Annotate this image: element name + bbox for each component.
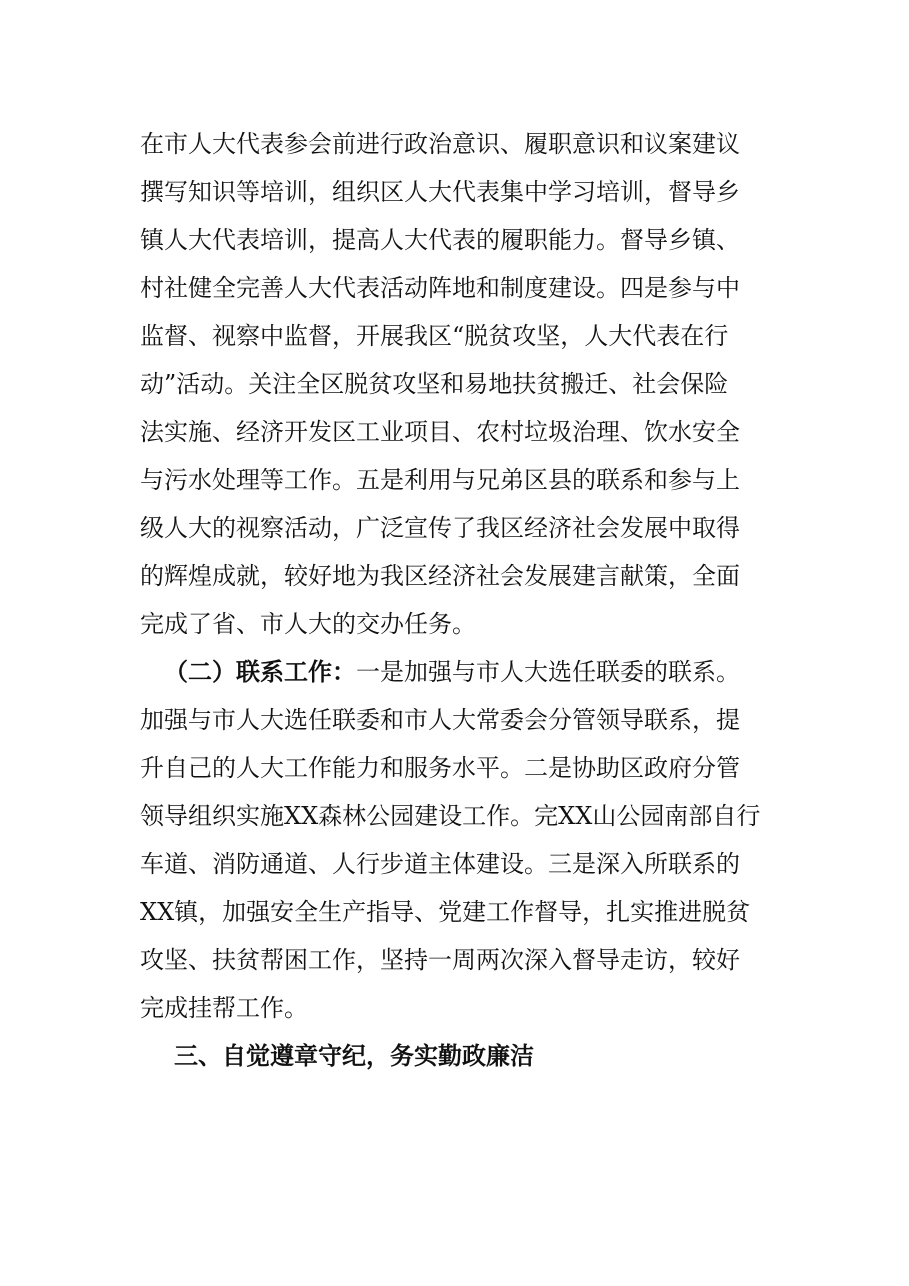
text-line: 监督、视察中监督，开展我区“脱贫攻坚，人大代表在行 — [140, 322, 729, 350]
text-line: 车道、消防通道、人行步道主体建设。三是深入所联系的 — [140, 850, 740, 878]
text-line: 在市人大代表参会前进行政治意识、履职意识和议案建议 — [140, 130, 740, 158]
text-line: 级人大的视察活动，广泛宣传了我区经济社会发展中取得 — [140, 514, 740, 542]
text-line: 镇人大代表培训，提高人大代表的履职能力。督导乡镇、 — [140, 226, 740, 254]
text-line: XX镇，加强安全生产指导、党建工作督导，扎实推进脱贫 — [140, 898, 751, 926]
text-line: 动”活动。关注全区脱贫攻坚和易地扶贫搬迁、社会保险 — [140, 370, 729, 398]
text-line: 与污水处理等工作。五是利用与兄弟区县的联系和参与上 — [140, 466, 740, 494]
text-line: 升自己的人大工作能力和服务水平。二是协助区政府分管 — [140, 754, 740, 782]
text-line: 完成了省、市人大的交办任务。 — [140, 610, 476, 638]
text-line: 完成挂帮工作。 — [140, 994, 308, 1022]
text-span: 一是加强与市人大选任联委的联系。 — [356, 658, 740, 686]
text-line: 撰写知识等培训，组织区人大代表集中学习培训，督导乡 — [140, 178, 740, 206]
subsection-heading: （二）联系工作： — [164, 657, 356, 686]
text-line: 的辉煌成就，较好地为我区经济社会发展建言献策，全面 — [140, 562, 740, 590]
text-line: 领导组织实施XX森林公园建设工作。完XX山公园南部自行 — [140, 802, 761, 830]
text-line: 法实施、经济开发区工业项目、农村垃圾治理、饮水安全 — [140, 418, 740, 446]
paragraph-2-first-line — [164, 652, 740, 692]
text-line: 攻坚、扶贫帮困工作，坚持一周两次深入督导走访，较好 — [140, 946, 740, 974]
text-line: 村社健全完善人大代表活动阵地和制度建设。四是参与中 — [140, 274, 740, 302]
text-line: 加强与市人大选任联委和市人大常委会分管领导联系，提 — [140, 706, 740, 734]
section-heading: 三、自觉遵章守纪，务实勤政廉洁 — [174, 1042, 534, 1070]
